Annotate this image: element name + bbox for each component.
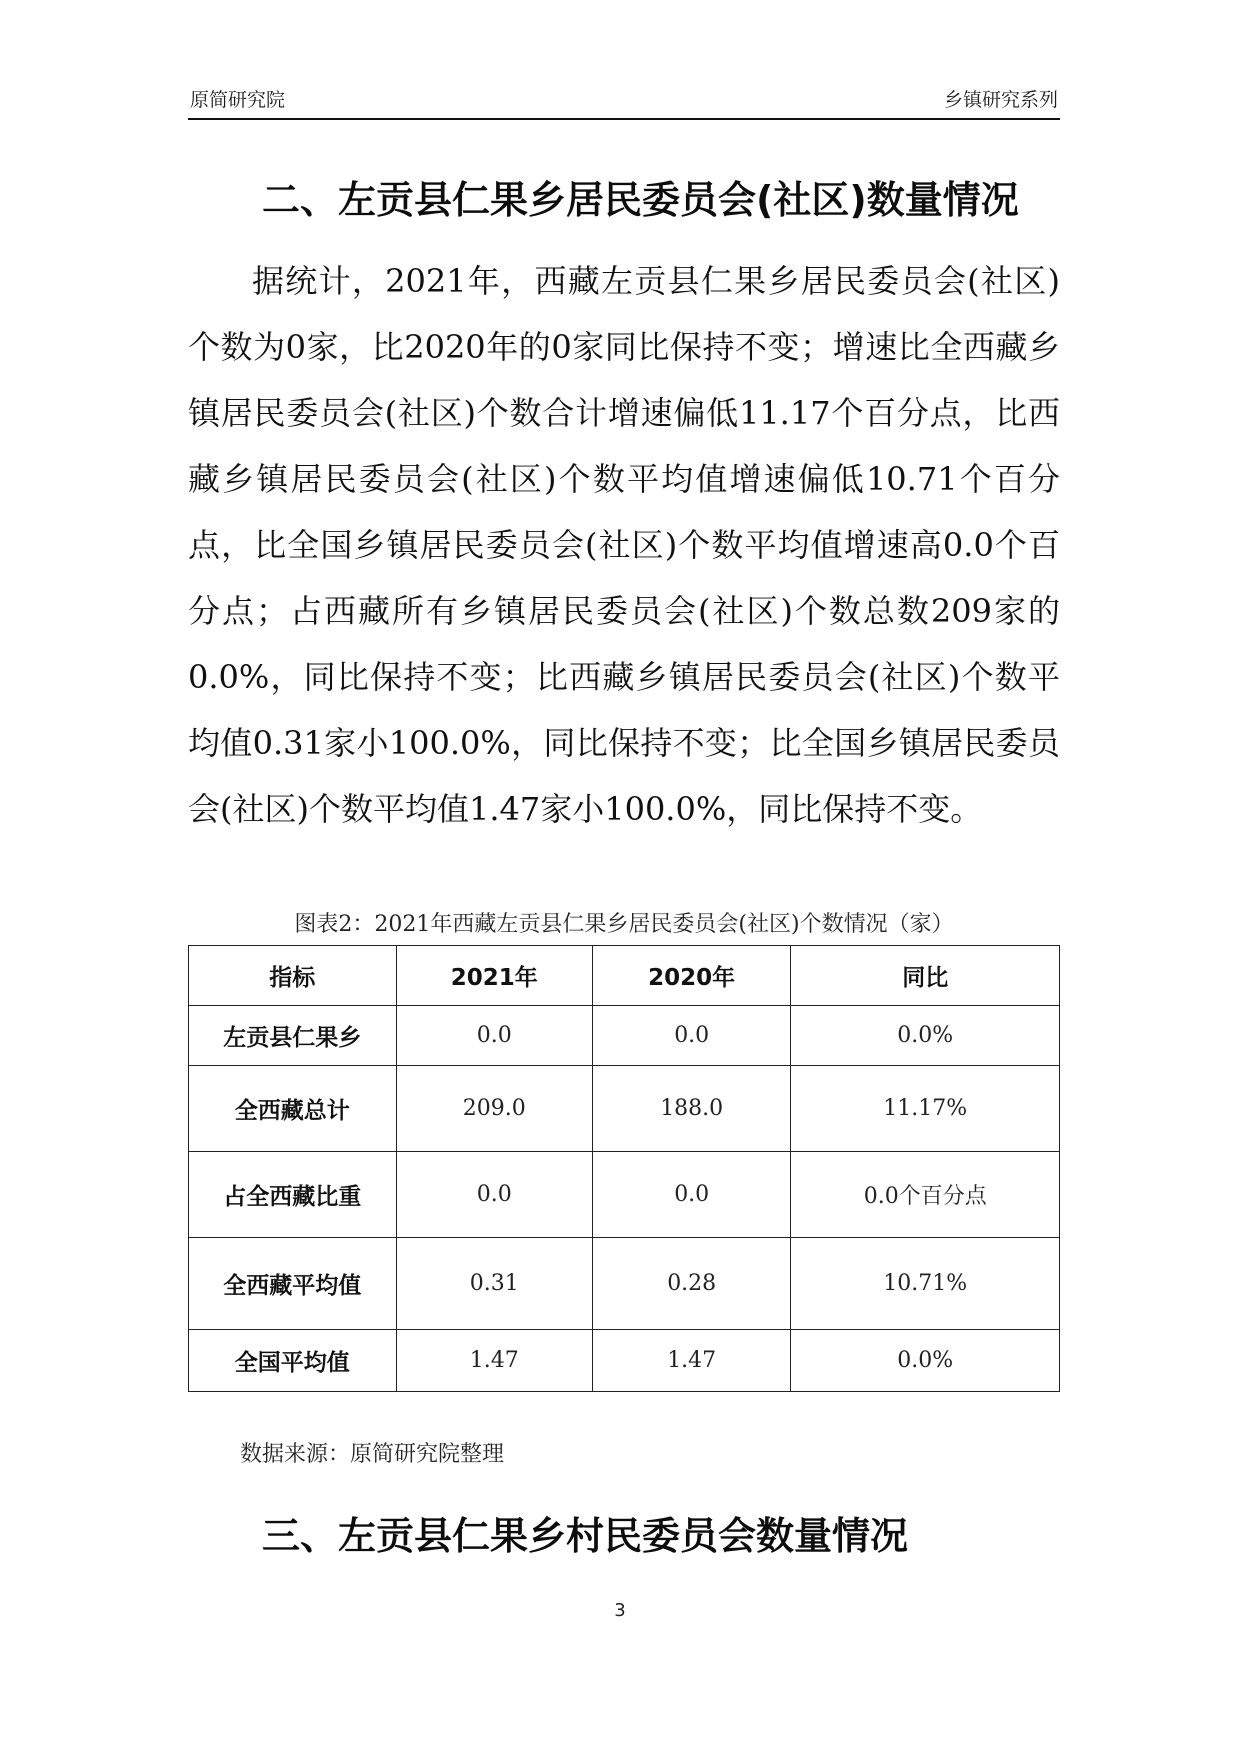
section-2-heading: 二、左贡县仁果乡居民委员会(社区)数量情况 — [262, 178, 1019, 222]
table-cell: 0.0 — [592, 1152, 791, 1238]
table-cell: 11.17% — [791, 1066, 1060, 1152]
row-label: 全西藏平均值 — [189, 1238, 397, 1330]
header-series-name: 乡镇研究系列 — [943, 89, 1058, 111]
data-table — [188, 945, 1060, 1392]
table-row — [189, 1152, 1060, 1238]
table-cell: 0.0 — [396, 1006, 592, 1066]
row-label: 左贡县仁果乡 — [189, 1006, 397, 1066]
page-number: 3 — [614, 1600, 626, 1621]
table-cell: 0.28 — [592, 1238, 791, 1330]
page-header — [188, 86, 1060, 114]
table-cell: 1.47 — [592, 1330, 791, 1392]
table-cell: 0.0% — [791, 1330, 1060, 1392]
section-2-paragraph: 据统计，2021年，西藏左贡县仁果乡居民委员会(社区)个数为0家，比2020年的0家同比保持不变；增速比全西藏乡镇居民委员会(社区)个数合计增速偏低11.17个百分点，比西藏乡镇居民委员会(社区)个数平均值增速偏低10.71个百分点，比全国乡镇居民委员会(社区)个数平均值增速高0.0个百分点；占西藏所有乡镇居民委员会(社区)个数总数209家的0.0%，同比保持不变；比西藏乡镇居民委员会(社区)个数平均值0.31家小100.0%，同比保持不变；比全国乡镇居民委员会(社区)个数平均值1.47家小100.0%，同比保持不变。 — [188, 262, 1060, 828]
table-header-cell: 2021年 — [396, 946, 592, 1006]
table-cell: 0.0 — [592, 1006, 791, 1066]
table-cell: 188.0 — [592, 1066, 791, 1152]
table-header-cell: 指标 — [189, 946, 397, 1006]
table-header-row — [189, 946, 1060, 1006]
section-3-heading: 三、左贡县仁果乡村民委员会数量情况 — [262, 1514, 909, 1558]
table-header-cell: 同比 — [791, 946, 1060, 1006]
table-caption: 图表2：2021年西藏左贡县仁果乡居民委员会(社区)个数情况（家） — [294, 912, 954, 937]
table-cell: 10.71% — [791, 1238, 1060, 1330]
table-cell: 0.31 — [396, 1238, 592, 1330]
table-cell: 0.0个百分点 — [791, 1152, 1060, 1238]
table-row — [189, 1330, 1060, 1392]
table-row — [189, 1066, 1060, 1152]
table-row — [189, 1006, 1060, 1066]
table-cell: 0.0% — [791, 1006, 1060, 1066]
row-label: 全国平均值 — [189, 1330, 397, 1392]
table-cell: 0.0 — [396, 1152, 592, 1238]
row-label: 全西藏总计 — [189, 1066, 397, 1152]
table-cell: 209.0 — [396, 1066, 592, 1152]
table-cell: 1.47 — [396, 1330, 592, 1392]
table-row — [189, 1238, 1060, 1330]
table-header-cell: 2020年 — [592, 946, 791, 1006]
row-label: 占全西藏比重 — [189, 1152, 397, 1238]
header-divider — [188, 118, 1060, 120]
header-org-name: 原简研究院 — [190, 89, 286, 111]
table-source-note: 数据来源：原简研究院整理 — [240, 1442, 505, 1467]
